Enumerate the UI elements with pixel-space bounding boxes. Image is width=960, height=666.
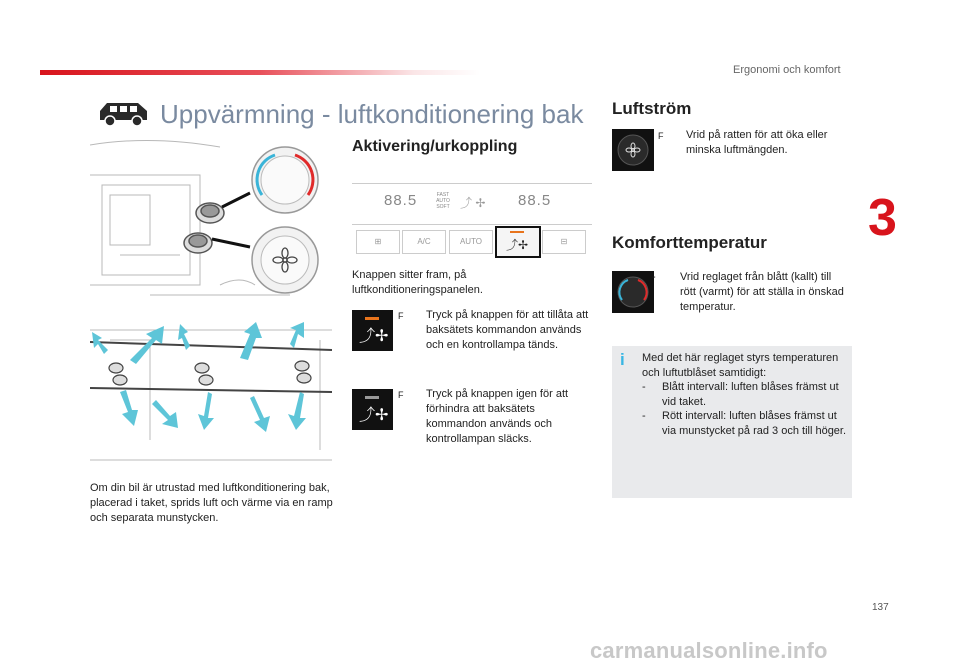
comfort-temperature-heading: Komforttemperatur <box>612 233 767 252</box>
airflow-instruction <box>658 128 848 158</box>
watermark: carmanualsonline.info <box>590 638 828 663</box>
step-disable-text: Tryck på knappen igen för att förhindra att baksätets kommandon används och kontrollampan släcks. <box>426 388 569 445</box>
header-accent-bar <box>40 70 480 75</box>
car-icon <box>98 100 150 133</box>
display-right: 88.5 <box>518 192 552 209</box>
step-disable <box>398 387 578 447</box>
info-item <box>642 380 852 409</box>
display-mode-label: FAST AUTO SOFT <box>436 192 450 210</box>
dash-marker: - <box>652 271 656 283</box>
rear-seat-airflow-icon: ⤴✢ <box>506 238 529 252</box>
rear-climate-button[interactable] <box>495 226 541 258</box>
dash-marker: - <box>642 410 646 422</box>
ac-button[interactable]: A/C <box>402 230 446 254</box>
bullet-marker: F <box>658 131 664 141</box>
info-item-text: Rött intervall: luften blåses främst ut via munstycket på rad 3 och till höger. <box>662 410 847 437</box>
roof-vent-illustration <box>90 320 332 475</box>
intro-caption: Om din bil är utrustad med luftkonditionering bak, placerad i taket, sprids luft och värme via en ramp och separata munstycken. <box>90 482 333 524</box>
vent-mode-icon: ⤴ ✢ <box>460 196 486 210</box>
temperature-dial-thumbnail <box>612 271 654 313</box>
fan-dial-thumbnail <box>612 129 654 171</box>
airflow-heading: Luftström <box>612 99 692 118</box>
comfort-text: Vrid reglaget från blått (kallt) till rött (varmt) för att ställa in önskad temperatur. <box>680 271 844 313</box>
info-icon: i <box>620 350 625 369</box>
bullet-marker: F <box>398 311 404 321</box>
rear-climate-lamp <box>510 231 524 233</box>
chapter-number: 3 <box>868 189 897 247</box>
rear-seat-airflow-icon: ⤴✢ <box>359 407 389 424</box>
info-item <box>642 409 852 438</box>
activation-heading: Aktivering/urkoppling <box>352 138 518 155</box>
airflow-text: Vrid på ratten för att öka eller minska luftmängden. <box>686 129 828 156</box>
rear-control-lamp-off-thumbnail <box>352 389 393 430</box>
page-number: 137 <box>872 602 889 613</box>
rear-control-lamp-on-thumbnail <box>352 310 393 351</box>
rear-dial-illustration <box>90 135 330 310</box>
info-intro: Med det här reglaget styrs temperaturen och luftutblåset samtidigt: <box>642 352 839 379</box>
button-location-text: Knappen sitter fram, på luftkonditioneringspanelen. <box>352 269 483 296</box>
display-left: 88.5 <box>384 192 418 209</box>
auto-button[interactable]: AUTO <box>449 230 493 254</box>
dash-marker: - <box>642 381 646 393</box>
section-title: Ergonomi och komfort <box>733 64 841 76</box>
info-text <box>642 351 852 438</box>
rear-defrost-button[interactable]: ⊞ <box>356 230 400 254</box>
front-defrost-button[interactable]: ⊟ <box>542 230 586 254</box>
info-box <box>612 346 852 498</box>
step-enable-text: Tryck på knappen för att tillåta att baksätets kommandon används och en kontrollampa tänds. <box>426 309 589 351</box>
lamp-on-indicator <box>365 317 379 320</box>
info-item-text: Blått intervall: luften blåses främst ut vid taket. <box>662 381 839 408</box>
lamp-off-indicator <box>365 396 379 399</box>
page-title: Uppvärmning - luftkonditionering bak <box>160 99 584 129</box>
climate-control-panel <box>352 180 592 260</box>
comfort-instruction <box>652 270 848 315</box>
step-enable <box>398 308 594 353</box>
rear-seat-airflow-icon: ⤴✢ <box>359 328 389 345</box>
fan-icon <box>612 129 654 171</box>
temperature-dial-icon <box>612 271 654 313</box>
bullet-marker: F <box>398 390 404 400</box>
